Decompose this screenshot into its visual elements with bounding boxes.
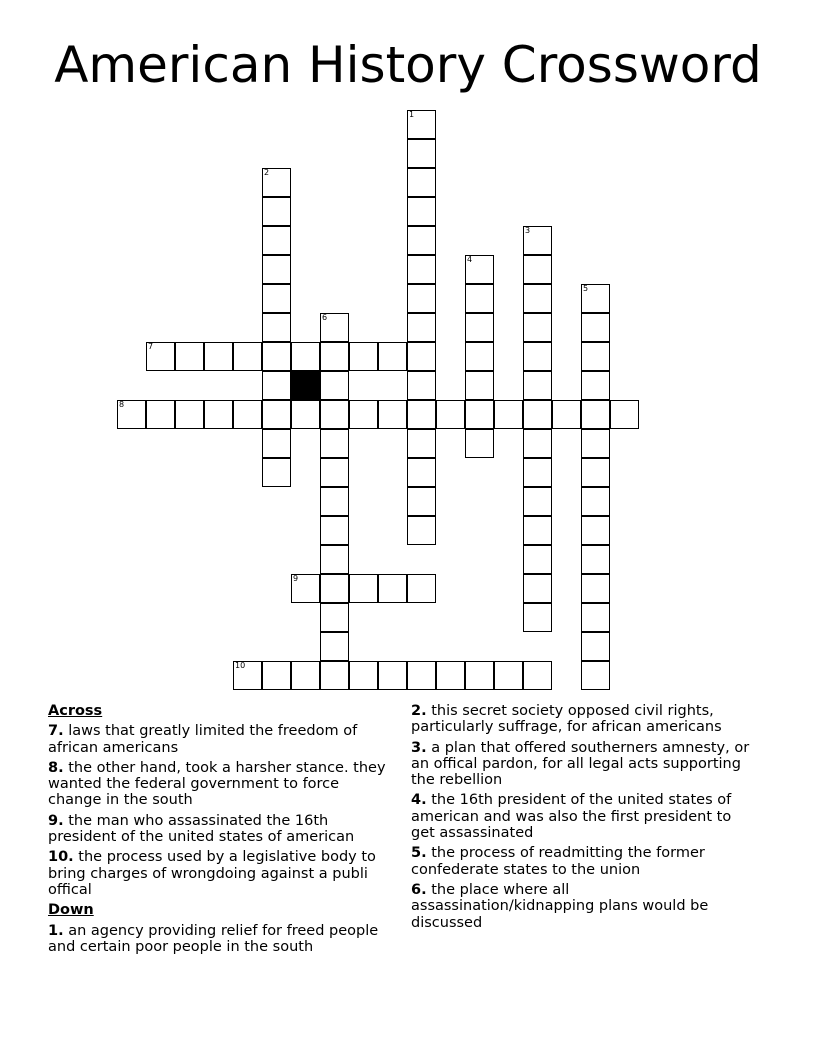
crossword-cell[interactable] [465, 661, 494, 690]
clue-text: the place where all assassination/kidnapping plans would be discussed [411, 881, 709, 931]
crossword-cell[interactable] [465, 371, 494, 400]
clue-number: 3. [411, 739, 427, 756]
crossword-cell[interactable] [349, 400, 378, 429]
crossword-cell[interactable] [581, 371, 610, 400]
page-title: American History Crossword [54, 36, 762, 94]
clue-number: 10. [48, 849, 74, 866]
cell-number: 4 [467, 255, 473, 264]
down-heading: Down [48, 902, 94, 919]
cell-number: 2 [264, 168, 270, 177]
crossword-cell[interactable] [320, 313, 349, 342]
cell-number: 6 [322, 313, 328, 322]
crossword-cell[interactable] [523, 545, 552, 574]
crossword-cell[interactable] [523, 226, 552, 255]
crossword-cell[interactable] [204, 400, 233, 429]
crossword-cell[interactable] [407, 139, 436, 168]
cell-number: 1 [409, 110, 415, 119]
crossword-cell[interactable] [407, 255, 436, 284]
crossword-cell[interactable] [262, 168, 291, 197]
crossword-cell[interactable] [291, 342, 320, 371]
clue-number: 7. [48, 723, 64, 740]
clue-text: this secret society opposed civil rights, particularly suffrage, for african americans [411, 703, 722, 736]
crossword-cell[interactable] [407, 110, 436, 139]
crossword-cell[interactable] [262, 458, 291, 487]
crossword-cell[interactable] [465, 429, 494, 458]
across-heading: Across [48, 703, 103, 719]
crossword-cell[interactable] [581, 313, 610, 342]
crossword-cell[interactable] [523, 458, 552, 487]
crossword-cell[interactable] [407, 661, 436, 690]
crossword-cell[interactable] [523, 313, 552, 342]
clue-down-5 [411, 845, 756, 878]
crossword-cell[interactable] [262, 197, 291, 226]
crossword-cell[interactable] [291, 661, 320, 690]
crossword-cell[interactable] [320, 516, 349, 545]
crossword-cell[interactable] [262, 400, 291, 429]
crossword-cell[interactable] [146, 342, 175, 371]
crossword-cell[interactable] [581, 632, 610, 661]
crossword-cell[interactable] [407, 313, 436, 342]
clue-text: an agency providing relief for freed people and certain poor people in the south [48, 922, 379, 955]
crossword-cell[interactable] [407, 429, 436, 458]
crossword-cell[interactable] [465, 342, 494, 371]
crossword-cell[interactable] [407, 226, 436, 255]
clue-down-2 [411, 703, 756, 736]
crossword-cell[interactable] [523, 342, 552, 371]
crossword-cell[interactable] [291, 574, 320, 603]
crossword-cell[interactable] [407, 458, 436, 487]
crossword-cell[interactable] [465, 284, 494, 313]
crossword-cell[interactable] [320, 487, 349, 516]
clue-number: 1. [48, 922, 64, 939]
crossword-cell[interactable] [407, 574, 436, 603]
crossword-cell[interactable] [581, 545, 610, 574]
crossword-cell[interactable] [262, 284, 291, 313]
crossword-cell[interactable] [262, 429, 291, 458]
clues-right-column [411, 703, 756, 935]
crossword-cell[interactable] [581, 516, 610, 545]
crossword-cell[interactable] [320, 400, 349, 429]
clue-text: the man who assassinated the 16th president of the united states of american [48, 812, 355, 846]
clue-down-3 [411, 740, 756, 789]
crossword-cell[interactable] [117, 400, 146, 429]
crossword-cell[interactable] [262, 371, 291, 400]
cell-number: 5 [583, 284, 589, 293]
crossword-cell[interactable] [320, 545, 349, 574]
crossword-cell[interactable] [291, 400, 320, 429]
clue-across-7 [48, 723, 393, 756]
crossword-cell[interactable] [320, 603, 349, 632]
crossword-cell[interactable] [523, 603, 552, 632]
crossword-cell[interactable] [378, 661, 407, 690]
crossword-cell[interactable] [349, 574, 378, 603]
clue-across-8 [48, 760, 393, 809]
clue-number: 2. [411, 703, 427, 719]
crossword-cell[interactable] [262, 313, 291, 342]
crossword-block-cell [291, 371, 320, 400]
crossword-cell[interactable] [465, 255, 494, 284]
crossword-cell[interactable] [581, 487, 610, 516]
crossword-cell[interactable] [407, 516, 436, 545]
crossword-cell[interactable] [523, 371, 552, 400]
crossword-cell[interactable] [320, 458, 349, 487]
clue-number: 5. [411, 845, 427, 862]
crossword-cell[interactable] [407, 168, 436, 197]
cell-number: 9 [293, 574, 299, 583]
crossword-cell[interactable] [320, 661, 349, 690]
crossword-cell[interactable] [378, 342, 407, 371]
crossword-cell[interactable] [436, 661, 465, 690]
crossword-cell[interactable] [552, 400, 581, 429]
crossword-cell[interactable] [320, 574, 349, 603]
cell-number: 3 [525, 226, 531, 235]
clues-left-column [48, 703, 393, 959]
crossword-cell[interactable] [523, 661, 552, 690]
crossword-cell[interactable] [378, 574, 407, 603]
crossword-cell[interactable] [523, 284, 552, 313]
crossword-cell[interactable] [581, 400, 610, 429]
crossword-cell[interactable] [581, 603, 610, 632]
clue-across-9 [48, 813, 393, 846]
crossword-cell[interactable] [494, 661, 523, 690]
crossword-cell[interactable] [262, 661, 291, 690]
crossword-cell[interactable] [146, 400, 175, 429]
clue-down-6 [411, 882, 756, 931]
crossword-cell[interactable] [494, 400, 523, 429]
crossword-cell[interactable] [465, 313, 494, 342]
clue-text: the 16th president of the united states of american and was also the first president to get assassinated [411, 792, 732, 842]
crossword-cell[interactable] [378, 400, 407, 429]
cell-number: 10 [235, 661, 246, 670]
crossword-cell[interactable] [320, 371, 349, 400]
crossword-cell[interactable] [320, 429, 349, 458]
clue-number: 6. [411, 881, 427, 898]
crossword-cell[interactable] [262, 255, 291, 284]
crossword-cell[interactable] [407, 371, 436, 400]
cell-number: 8 [119, 400, 125, 409]
crossword-cell[interactable] [262, 226, 291, 255]
crossword-cell[interactable] [262, 342, 291, 371]
crossword-cell[interactable] [407, 400, 436, 429]
crossword-cell[interactable] [523, 429, 552, 458]
crossword-cell[interactable] [581, 284, 610, 313]
crossword-cell[interactable] [233, 342, 262, 371]
crossword-cell[interactable] [349, 661, 378, 690]
crossword-cell[interactable] [610, 400, 639, 429]
crossword-cell[interactable] [465, 400, 494, 429]
cell-number: 7 [148, 342, 154, 351]
crossword-cell[interactable] [523, 487, 552, 516]
crossword-cell[interactable] [581, 661, 610, 690]
crossword-cell[interactable] [407, 197, 436, 226]
crossword-cell[interactable] [175, 400, 204, 429]
clue-number: 4. [411, 792, 427, 809]
crossword-cell[interactable] [581, 429, 610, 458]
crossword-cell[interactable] [581, 574, 610, 603]
clue-text: the other hand, took a harsher stance. they wanted the federal government to force change in the south [48, 759, 386, 809]
clue-down-1 [48, 923, 393, 956]
crossword-cell[interactable] [204, 342, 233, 371]
crossword-cell[interactable] [407, 487, 436, 516]
crossword-cell[interactable] [320, 632, 349, 661]
crossword-cell[interactable] [436, 400, 465, 429]
crossword-cell[interactable] [407, 342, 436, 371]
crossword-cell[interactable] [523, 516, 552, 545]
crossword-cell[interactable] [581, 458, 610, 487]
clue-across-10 [48, 849, 393, 898]
crossword-cell[interactable] [233, 400, 262, 429]
crossword-cell[interactable] [523, 255, 552, 284]
clue-text: a plan that offered southerners amnesty, or an offical pardon, for all legal acts supporting the rebellion [411, 739, 750, 789]
clue-down-4 [411, 792, 756, 841]
clue-text: laws that greatly limited the freedom of african americans [48, 723, 358, 756]
crossword-cell[interactable] [523, 400, 552, 429]
clue-number: 8. [48, 759, 64, 776]
crossword-cell[interactable] [349, 342, 378, 371]
clue-text: the process of readmitting the former confederate states to the union [411, 845, 705, 878]
crossword-cell[interactable] [175, 342, 204, 371]
clue-text: the process used by a legislative body to bring charges of wrongdoing against a publi offical [48, 849, 376, 898]
crossword-cell[interactable] [581, 342, 610, 371]
crossword-cell[interactable] [233, 661, 262, 690]
crossword-cell[interactable] [320, 342, 349, 371]
crossword-cell[interactable] [407, 284, 436, 313]
crossword-cell[interactable] [523, 574, 552, 603]
clue-number: 9. [48, 812, 64, 829]
